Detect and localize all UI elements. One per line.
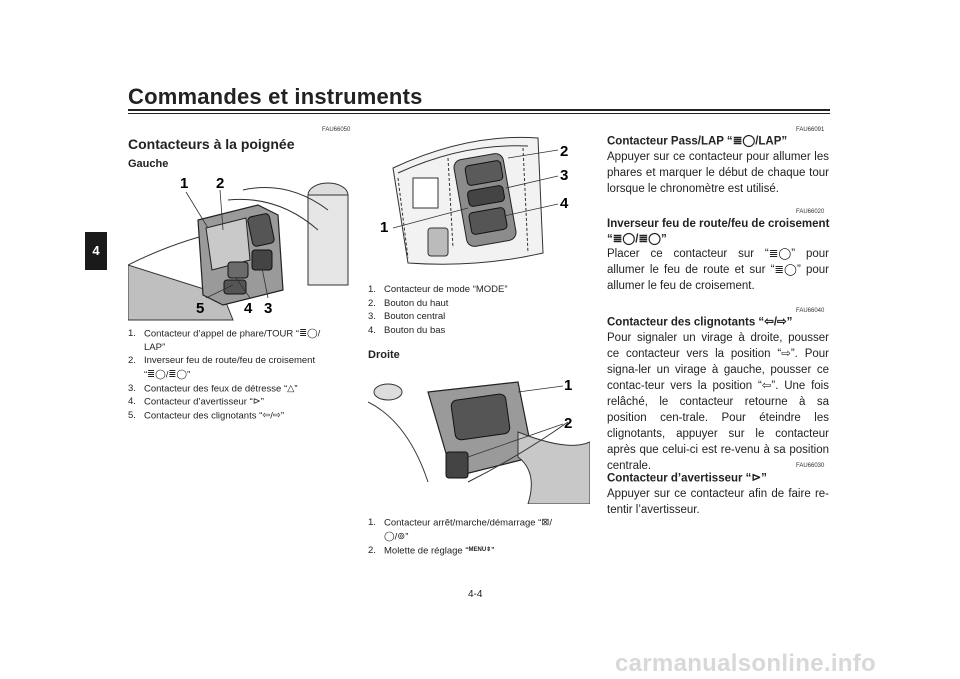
fig-label: 2 (564, 415, 573, 432)
fig-label: 5 (196, 300, 205, 317)
page-title: Commandes et instruments (128, 84, 423, 109)
headlight-low-icon: ≣◯ (638, 233, 661, 245)
fig-label: 4 (560, 195, 569, 212)
subsection-droite: Droite (368, 349, 400, 361)
right-switch-illustration (368, 362, 590, 504)
caption-item: 4. Contacteur d’avertisseur “⊳” (128, 396, 264, 408)
header-rule-thin (128, 113, 830, 114)
ref-code: FAU66020 (796, 209, 825, 215)
caption-item: 2. Bouton du haut (368, 297, 449, 309)
engine-run-icon: ◯ (384, 530, 395, 542)
caption-item: 2. Molette de réglage “MENU⇕” (368, 544, 495, 556)
subsection-gauche: Gauche (128, 158, 169, 170)
ref-code: FAU66040 (796, 308, 825, 314)
headlight-high-icon: ≣◯ (768, 248, 792, 260)
caption-item: 3. Contacteur des feux de détresse “△” (128, 382, 298, 394)
headlight-high-icon: ≣◯ (612, 233, 636, 245)
fig-label: 3 (264, 300, 273, 317)
fig-label: 1 (380, 219, 389, 236)
headlight-low-icon: ≣◯ (168, 368, 187, 380)
caption-item: 1. Contacteur de mode “MODE” (368, 284, 508, 295)
section-heading: Contacteur des clignotants “⇦/⇨” (607, 316, 793, 329)
section-body: Pour signaler un virage à droite, pousser ce contacteur vers la position “⇨”. Pour signa-ler un virage à gauche, pousser ce contac-teur vers la position “⇦”. Une fois relâché, le contacteur retourne à sa position cen-trale. Pour éteindre les clignotants, appuyer sur le contacteur après que celui-ci est re-venu à sa position centrale. (607, 332, 830, 473)
watermark: carmanualsonline.info (615, 650, 877, 677)
fig-label: 1 (180, 175, 189, 192)
ref-code: FAU66091 (796, 127, 825, 133)
horn-icon: ⊳ (252, 396, 261, 408)
page-number: 4-4 (468, 589, 483, 600)
header-rule (128, 109, 830, 111)
left-switch-illustration (128, 170, 350, 322)
section-body: Placer ce contacteur sur “≣◯” pour allumer le feu de route et sur “≣◯” pour allumer le feu de croisement. (607, 248, 830, 293)
middle-caption-list (368, 283, 590, 337)
fig-label: 4 (244, 300, 253, 317)
caption-item: 4. Bouton du bas (368, 324, 446, 336)
caption-item: 5. Contacteur des clignotants “⇦/⇨” (128, 410, 285, 422)
section-title: Contacteurs à la poignée (128, 136, 295, 152)
section-heading: Contacteur Pass/LAP “≣◯/LAP” (607, 135, 788, 148)
middle-caption-list-2 (368, 516, 590, 557)
headlight-high-icon: ≣◯ (147, 368, 166, 380)
caption-item: 3. Bouton central (368, 311, 446, 322)
left-caption-list (128, 327, 350, 423)
turn-left-icon: ⇦ (761, 380, 772, 393)
chapter-tab: 4 (85, 232, 107, 270)
section-heading: Inverseur feu de route/feu de croisement “≣◯/≣◯” (607, 218, 830, 246)
ref-code: FAU66050 (322, 127, 351, 133)
turn-left-icon: ⇦ (764, 316, 774, 328)
hazard-icon: △ (287, 382, 295, 394)
turn-left-icon: ⇦ (262, 410, 271, 422)
section-body: Appuyer sur ce contacteur afin de faire re-tentir l’avertisseur. (607, 488, 829, 516)
menu-wheel-icon: MENU⇕ (468, 546, 492, 553)
turn-right-icon: ⇨ (272, 410, 281, 422)
engine-stop-icon: ⊠ (541, 517, 550, 528)
caption-item: 2. Inverseur feu de route/feu de croisement “≣◯/≣◯” (128, 355, 316, 381)
caption-item: 1. Contacteur arrêt/marche/démarrage “⊠/ ◯/⊚” (368, 517, 552, 543)
fig-label: 3 (560, 167, 569, 184)
headlight-low-icon: ≣◯ (774, 264, 797, 277)
fig-label: 1 (564, 377, 573, 394)
turn-right-icon: ⇨ (781, 348, 791, 360)
ref-code: FAU66030 (796, 463, 825, 469)
turn-right-icon: ⇨ (777, 316, 787, 328)
headlight-high-icon: ≣◯ (732, 135, 756, 147)
horn-icon: ⊳ (751, 472, 762, 484)
caption-item: 1. Contacteur d’appel de phare/TOUR “≣◯/ LAP” (128, 328, 321, 353)
section-heading: Contacteur d’avertisseur “⊳” (607, 472, 767, 485)
fig-label: 2 (560, 143, 569, 160)
mode-switch-illustration (368, 128, 590, 270)
fig-label: 2 (216, 175, 225, 192)
start-icon: ⊚ (397, 530, 406, 542)
headlight-high-icon: ≣◯ (299, 328, 318, 339)
section-body: Appuyer sur ce contacteur pour allumer les phares et marquer le début de chaque tour lorsque le chronomètre est utilisé. (607, 151, 829, 195)
